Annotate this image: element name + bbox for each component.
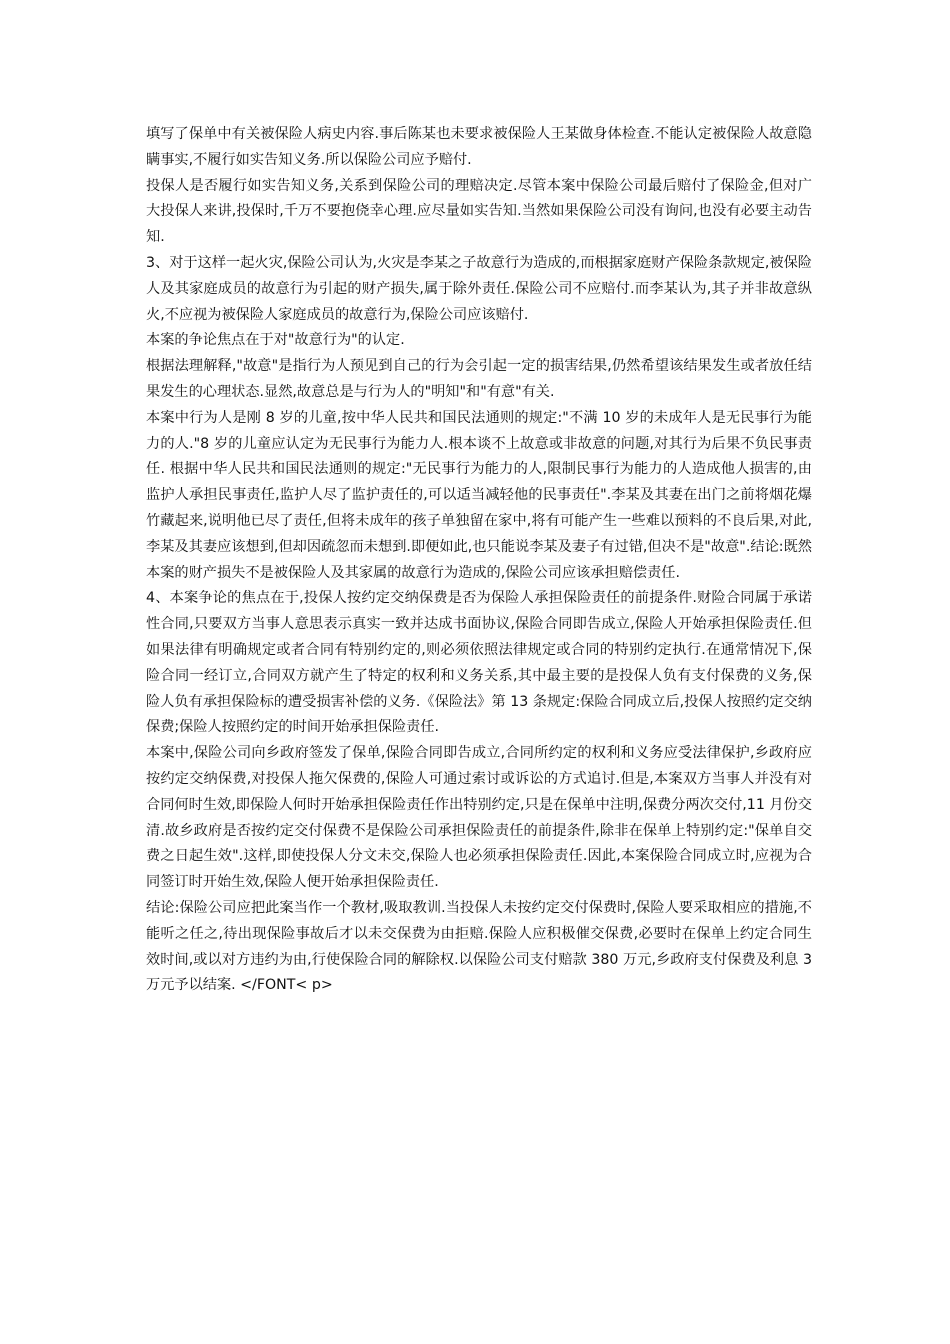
paragraph-6: 本案中行为人是刚 8 岁的儿童,按中华人民共和国民法通则的规定:"不满 10 岁的未成年人是无民事行为能力的人."8 岁的儿童应认定为无民事行为能力人.根本谈不上故意或非故意的问题,对其行为后果不负民事责任. 根据中华人民共和国民法通则的规定:"无民事行为能力的人,限制民事行为能力的人造成他人损害的,由监护人承担民事责任,监护人尽了监护责任的,可以适当减轻他的民事责任".李某及其妻在出门之前将烟花爆竹藏起来,说明他已尽了责任,但将未成年的孩子单独留在家中,将有可能产生一些难以预料的不良后果,对此,李某及其妻应该想到,但却因疏忽而未想到.即便如此,也只能说李某及妻子有过错,但决不是"故意".结论:既然本案的财产损失不是被保险人及其家属的故意行为造成的,保险公司应该承担赔偿责任. bbox=[146, 409, 812, 581]
paragraph-2: 投保人是否履行如实告知义务,关系到保险公司的理赔决定.尽管本案中保险公司最后赔付了保险金,但对广大投保人来讲,投保时,千万不要抱侥幸心理.应尽量如实告知.当然如果保险公司没有询问,也没有必要主动告知. bbox=[146, 177, 812, 246]
paragraph-8: 本案中,保险公司向乡政府签发了保单,保险合同即告成立,合同所约定的权利和义务应受法律保护,乡政府应按约定交纳保费,对投保人拖欠保费的,保险人可通过索讨或诉讼的方式追讨.但是,本案双方当事人并没有对合同何时生效,即保险人何时开始承担保险责任作出特别约定,只是在保单中注明,保费分两次交付,11 月份交清.故乡政府是否按约定交付保费不是保险公司承担保险责任的前提条件,除非在保单上特别约定:"保单自交费之日起生效".这样,即使投保人分文未交,保险人也必须承担保险责任.因此,本案保险合同成立时,应视为合同签订时开始生效,保险人便开始承担保险责任. bbox=[146, 745, 812, 891]
document-body bbox=[146, 122, 812, 999]
paragraph-9: 结论:保险公司应把此案当作一个教材,吸取教训.当投保人未按约定交付保费时,保险人要采取相应的措施,不能听之任之,待出现保险事故后才以未交保费为由拒赔.保险人应积极催交保费,必要时在保单上约定合同生效时间,或以对方违约为由,行使保险合同的解除权.以保险公司支付赔款 380 万元,乡政府支付保费及利息 3 万元予以结案. </FONT< p> bbox=[146, 899, 812, 994]
paragraph-3: 3、对于这样一起火灾,保险公司认为,火灾是李某之子故意行为造成的,而根据家庭财产保险条款规定,被保险人及其家庭成员的故意行为引起的财产损失,属于除外责任.保险公司不应赔付.而李某认为,其子并非故意纵火,不应视为被保险人家庭成员的故意行为,保险公司应该赔付. bbox=[146, 254, 812, 323]
paragraph-1: 填写了保单中有关被保险人病史内容.事后陈某也未要求被保险人王某做身体检查.不能认定被保险人故意隐瞒事实,不履行如实告知义务.所以保险公司应予赔付. bbox=[146, 126, 812, 168]
paragraph-7: 4、本案争论的焦点在于,投保人按约定交纳保费是否为保险人承担保险责任的前提条件.财险合同属于承诺性合同,只要双方当事人意思表示真实一致并达成书面协议,保险合同即告成立,保险人开始承担保险责任.但如果法律有明确规定或者合同有特别约定的,则必须依照法律规定或合同的特别约定执行.在通常情况下,保险合同一经订立,合同双方就产生了特定的权利和义务关系,其中最主要的是投保人负有支付保费的义务,保险人负有承担保险标的遭受损害补偿的义务.《保险法》第 13 条规定:保险合同成立后,投保人按照约定交纳保费;保险人按照约定的时间开始承担保险责任. bbox=[146, 590, 812, 736]
paragraph-4: 本案的争论焦点在于对"故意行为"的认定. bbox=[146, 332, 405, 349]
paragraph-5: 根据法理解释,"故意"是指行为人预见到自己的行为会引起一定的损害结果,仍然希望该结果发生或者放任结果发生的心理状态.显然,故意总是与行为人的"明知"和"有意"有关. bbox=[146, 358, 812, 400]
